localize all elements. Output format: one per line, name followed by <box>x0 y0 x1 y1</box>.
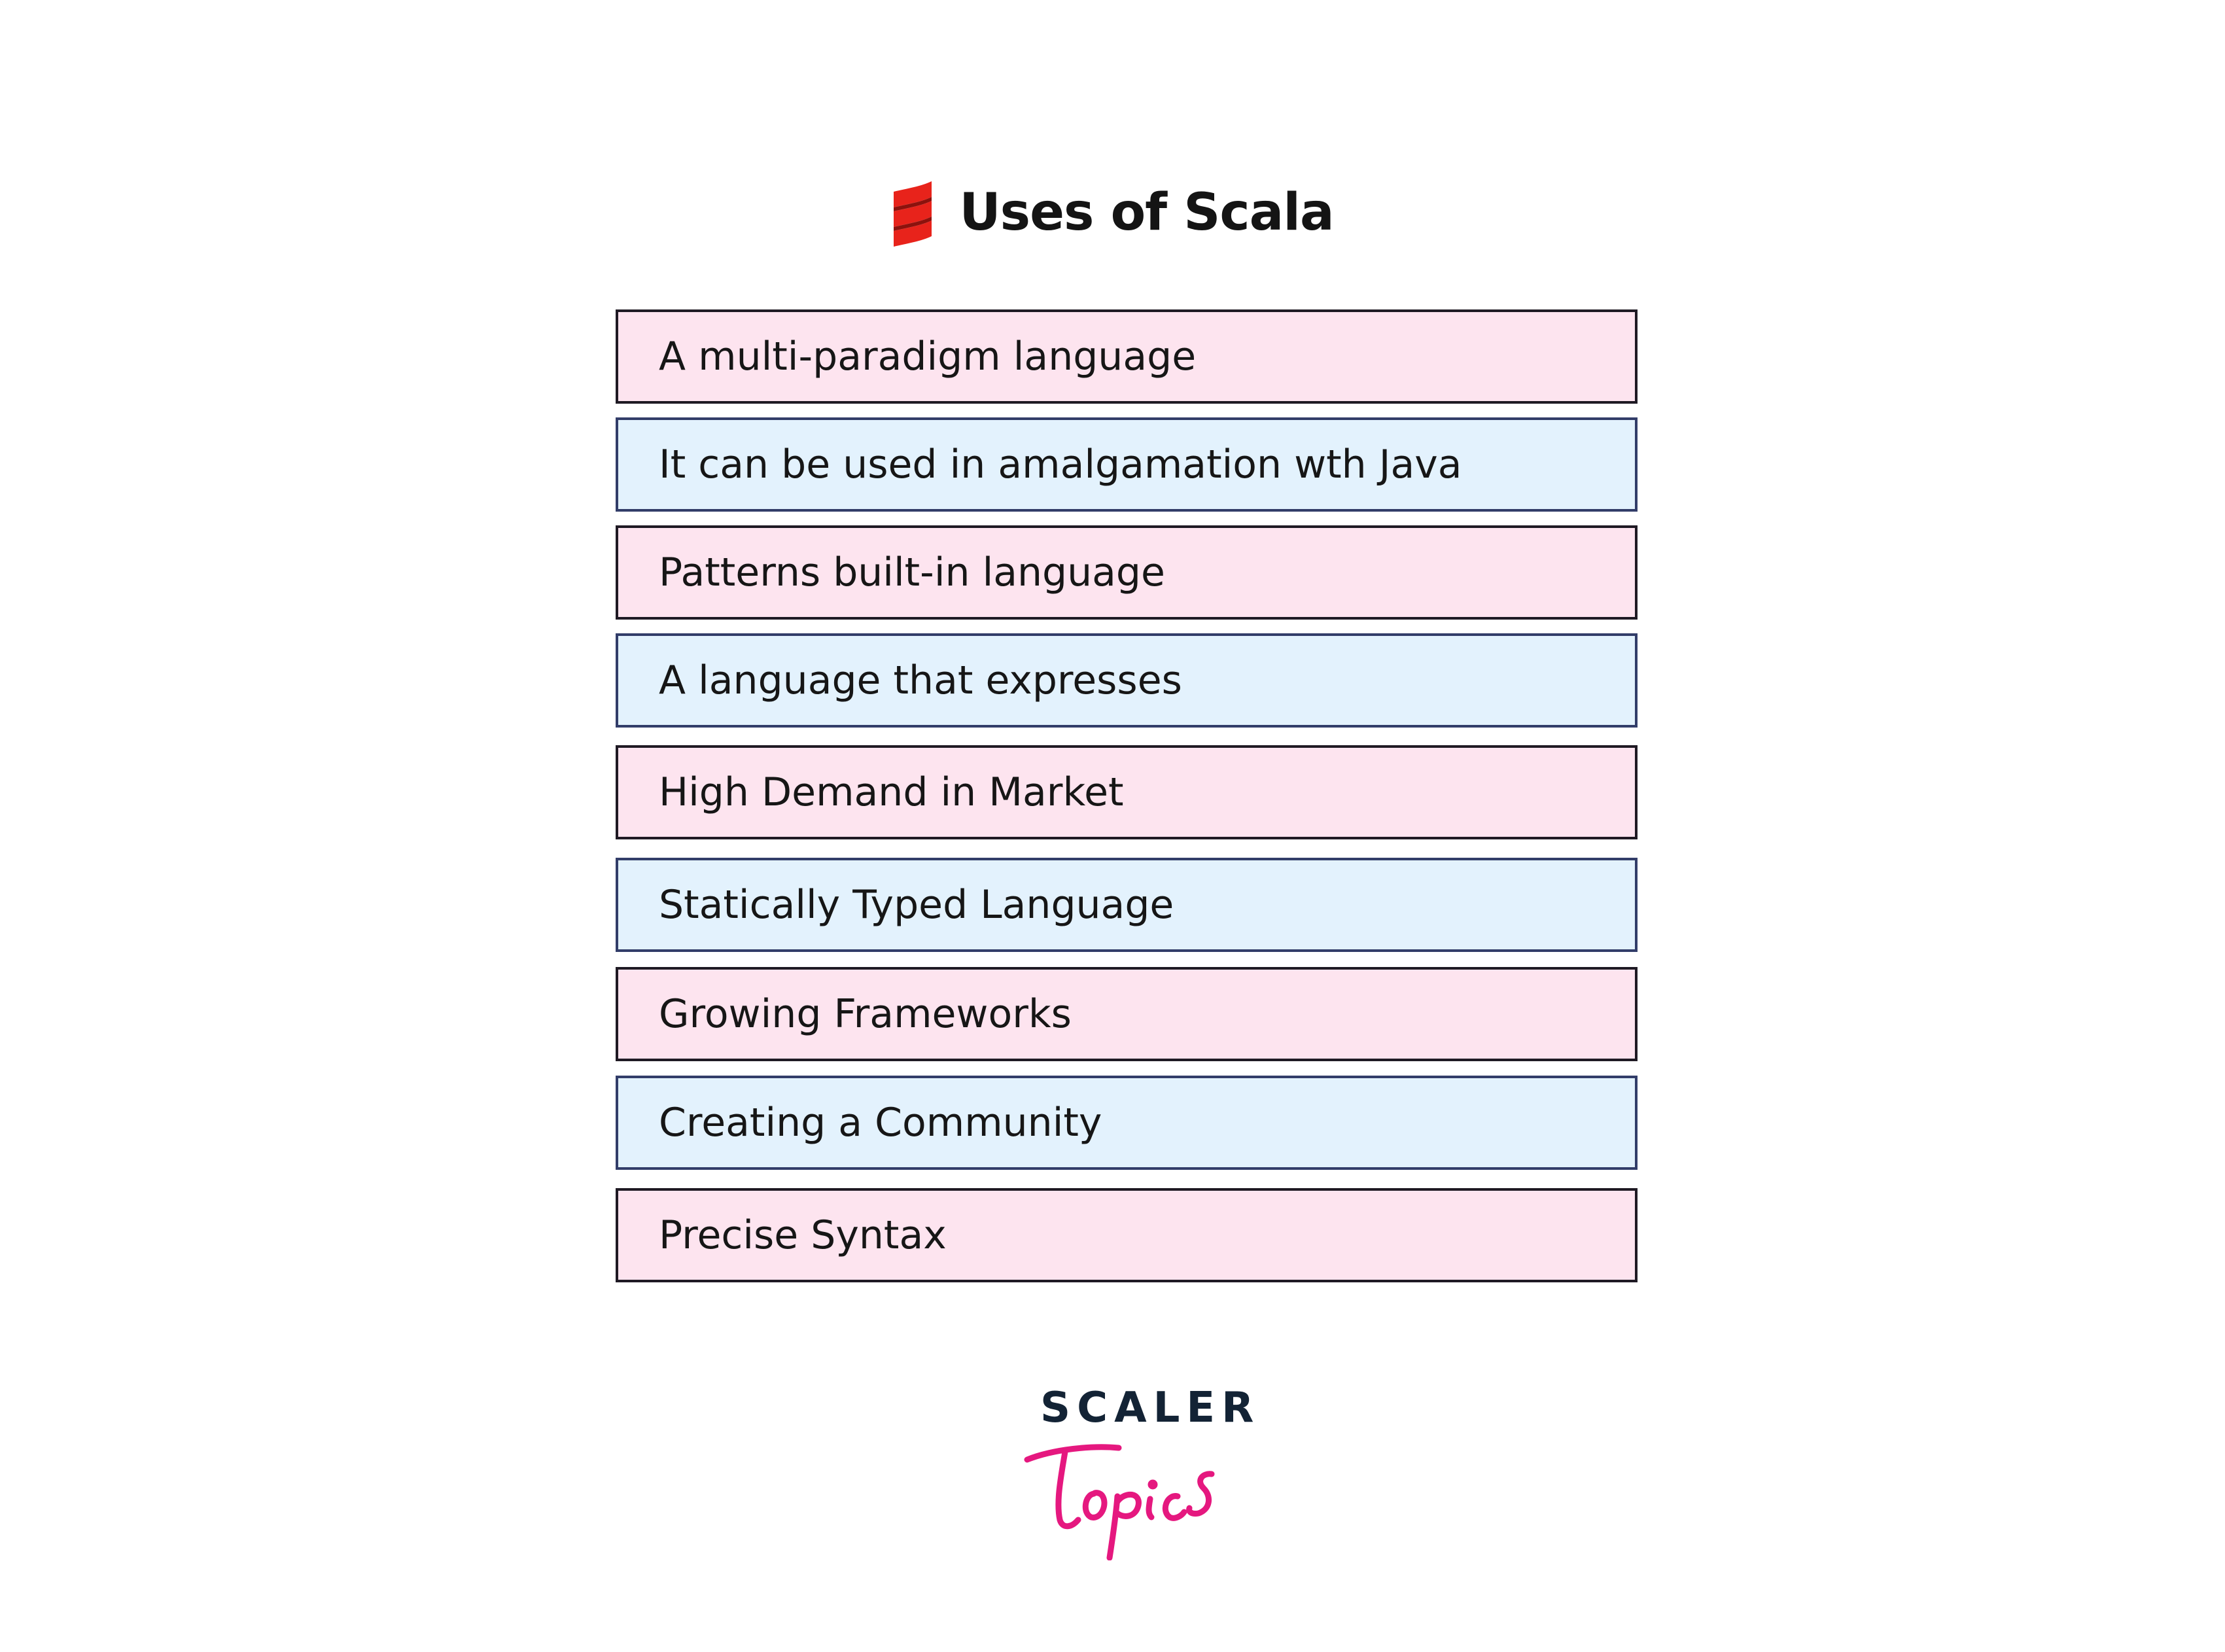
scala-logo-icon <box>891 179 934 247</box>
list-item-label: A language that expresses <box>659 658 1182 703</box>
list-item <box>616 309 1638 404</box>
list-item-label: A multi-paradigm language <box>659 334 1197 379</box>
page-title: Uses of Scala <box>959 183 1334 242</box>
brand-wordmark: SCALER <box>1040 1384 1261 1432</box>
topics-script-logo <box>1021 1436 1230 1560</box>
list-item-label: Statically Typed Language <box>659 882 1174 928</box>
list-item <box>616 417 1638 512</box>
list-item <box>616 1188 1638 1282</box>
list-item <box>616 967 1638 1061</box>
scaler-topics-logo <box>1021 1384 1261 1560</box>
list-item <box>616 525 1638 620</box>
list-item-label: Growing Frameworks <box>659 991 1072 1037</box>
list-item-label: It can be used in amalgamation wth Java <box>659 442 1462 487</box>
list-item <box>616 858 1638 952</box>
list-item-label: Precise Syntax <box>659 1212 947 1258</box>
list-item-label: Creating a Community <box>659 1100 1102 1146</box>
list-item <box>616 1076 1638 1170</box>
list-item-label: Patterns built-in language <box>659 550 1165 595</box>
list-item <box>616 745 1638 839</box>
list-item <box>616 633 1638 728</box>
title-row <box>0 170 2225 255</box>
list-item-label: High Demand in Market <box>659 769 1124 815</box>
